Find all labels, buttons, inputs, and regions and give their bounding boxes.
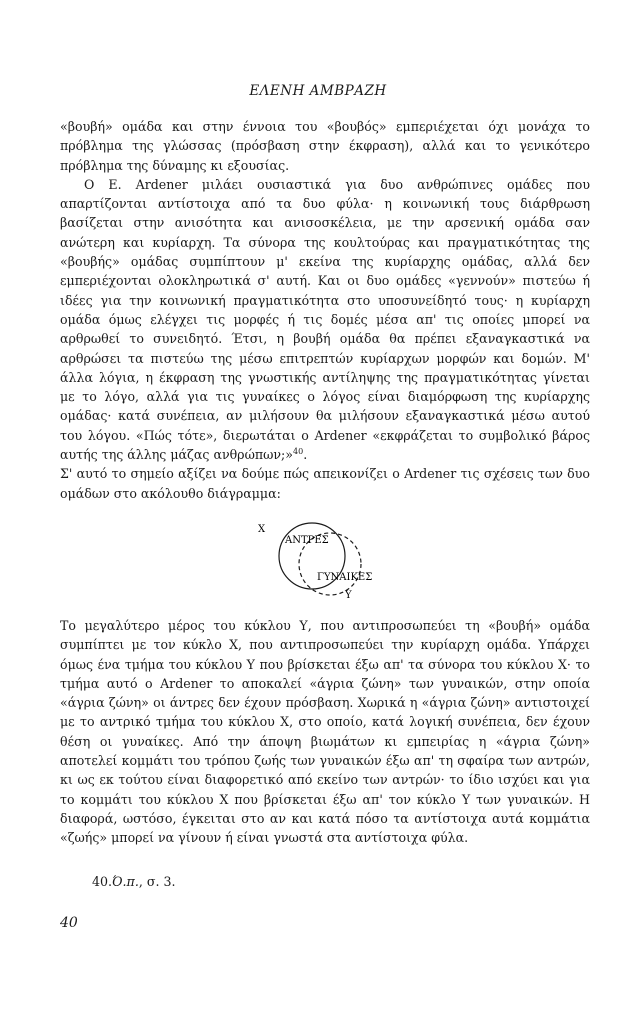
paragraph-explanation: Το μεγαλύτερο μέρος του κύκλου Υ, που αντιπροσωπεύει τη «βουβή» ομάδα συμπίπτει με τον κύκλο Χ, που αντιπροσωπεύει την κυρίαρχη ομάδα. Υπάρχει όμως ένα τμήμα του κύκλου Υ που βρίσκεται έξω απ' τα σύνορα του κύκλου Χ· το τμήμα αυτό ο Ardener το αποκαλεί «άγρια ζώνη» των γυναικών, στην οποία «άγρια ζώνη» οι άντρες δεν έχουν πρόσβαση. Χωρικά η «άγρια ζώνη» αντιστοιχεί με το αντρικό τμήμα του κύκλου Χ, στο οποίο, κατά λογική συνέπεια, δεν έχουν θέση οι γυναίκες. Από την άποψη βιωμάτων κι εμπειρίας η «άγρια ζώνη» αποτελεί κομμάτι του τρόπου ζωής των γυναικών έξω απ' τη σφαίρα των αντρών, κι ως εκ τούτου είναι διαφορετικό από εκείνο των αντρών· το ίδιο ισχύει και για το κομμάτι του κύκλου Χ που βρίσκεται έξω απ' τον κύκλο Υ των γυναικών. Η διαφορά, ωστόσο, έγκειται στο αν και κατά πόσο τα αντίστοιχα αυτά κομμάτια «ζωής» μπορεί να γίνουν ή είναι γνωστά στα αντίστοιχα φύλα. (60, 618, 590, 846)
text-block-bottom (60, 616, 590, 848)
paragraph-continuation: «βουβή» ομάδα και στην έννοια του «βουβός» εμπεριέχεται όχι μονάχα το πρόβλημα της γλώσσας (πρόσβαση στην έκφραση), αλλά και το γενικότερο πρόβλημα της δύναμης κι εξουσίας. (60, 119, 590, 173)
page-number: 40 (60, 915, 78, 931)
footnote-reference: Ό.π. (112, 874, 139, 889)
paragraph-ardener: Ο Ε. Ardener μιλάει ουσιαστικά για δυο ανθρώπινες ομάδες που απαρτίζονται αντίστοιχα από τα δυο φύλα· η κοινωνική τους διάρθρωση βασίζεται στην ανισότητα και ανισοσκέλεια, με την αρσενική ομάδα σαν ανώτερη και κυρίαρχη. Τα σύνορα της κουλτούρας και πραγματικότητας της «βουβής» ομάδας συμπίπτουν μ' εκείνα της κυρίαρχης ομάδας, αλλά δεν εμπεριέχονται ολοκληρωτικά σ' αυτή. Και οι δυο ομάδες «γεννούν» πιστεύω ή ιδέες για την κοινωνική πραγματικότητα στο υποσυνείδητό τους· η κυρίαρχη ομάδα όμως ελέγχει τις μορφές ή τις δομές μέσα απ' τις οποίες μπορεί να αρθρωθεί το συνειδητό. Έτσι, η βουβή ομάδα θα πρέπει εξαναγκαστικά να αρθρώσει τα πιστεύω της μέσω επιτρεπτών κυρίαρχων μορφών και δομών. Μ' άλλα λόγια, η έκφραση της γνωστικής αντίληψης της πραγματικότητας γίνεται με το λόγο, αλλά για τις γυναίκες ο λόγος είναι διαμόρφωση της κυρίαρχης ομάδας· κατά συνέπεια, αν μιλήσουν θα μιλήσουν εξαναγκαστικά μέσω αυτού του λόγου. «Πώς τότε», διερωτάται ο Ardener «εκφράζεται το συμβολικό βάρος αυτής της άλλης μάζας ανθρώπων;»$^{40}$. (60, 176, 590, 463)
label-men: ΑΝΤΡΕΣ (285, 535, 329, 546)
footnote-number: 40. (92, 874, 113, 889)
label-x: Χ (258, 524, 266, 535)
paragraph-diagram-intro: Σ' αυτό το σημείο αξίζει να δούμε πώς απεικονίζει ο Ardener τις σχέσεις των δυο ομάδων στο ακόλουθο διάγραμμα: (60, 466, 590, 501)
footnote-rest: , σ. 3. (138, 874, 176, 889)
footnote-marker: 40 (293, 446, 304, 456)
paragraph-ardener-text: Ο Ε. Ardener μιλάει ουσιαστικά για δυο ανθρώπινες ομάδες που απαρτίζονται αντίστοιχα από τα δυο φύλα· η κοινωνική τους διάρθρωση βασίζεται στην ανισότητα και ανισοσκέλεια, με την αρσενική ομάδα σαν ανώτερη και κυρίαρχη. Τα σύνορα της κουλτούρας και πραγματικότητας της «βουβής» ομάδας συμπίπτουν μ' εκείνα της κυρίαρχης ομάδας, αλλά δεν εμπεριέχονται ολοκληρωτικά σ' αυτή. Και οι δυο ομάδες «γεννούν» πιστεύω ή ιδέες για την κοινωνική πραγματικότητα στο υποσυνείδητό τους· η κυρίαρχη ομάδα όμως ελέγχει τις μορφές ή τις δομές μέσα απ' τις οποίες μπορεί να αρθρωθεί το συνειδητό. Έτσι, η βουβή ομάδα θα πρέπει εξαναγκαστικά να αρθρώσει τα πιστεύω της μέσω επιτρεπτών κυρίαρχων μορφών και δομών. Μ' άλλα λόγια, η έκφραση της γνωστικής αντίληψης της πραγματικότητας γίνεται με το λόγο, αλλά για τις γυναίκες ο λόγος είναι διαμόρφωση της κυρίαρχης ομάδας· κατά συνέπεια, αν μιλήσουν θα μιλήσουν εξαναγκαστικά μέσω αυτού του λόγου. «Πώς τότε», διερωτάται ο Ardener «εκφράζεται το συμβολικό βάρος αυτής της άλλης μάζας ανθρώπων;» (60, 176, 590, 463)
venn-diagram (252, 516, 392, 604)
running-header: ΕΛΕΝΗ ΑΜΒΡΑΖΗ (249, 83, 387, 99)
text-block-top (60, 117, 590, 503)
label-women: ΓΥΝΑΙΚΕΣ (317, 572, 373, 583)
label-y: Υ (345, 590, 352, 601)
footnote (92, 874, 175, 889)
